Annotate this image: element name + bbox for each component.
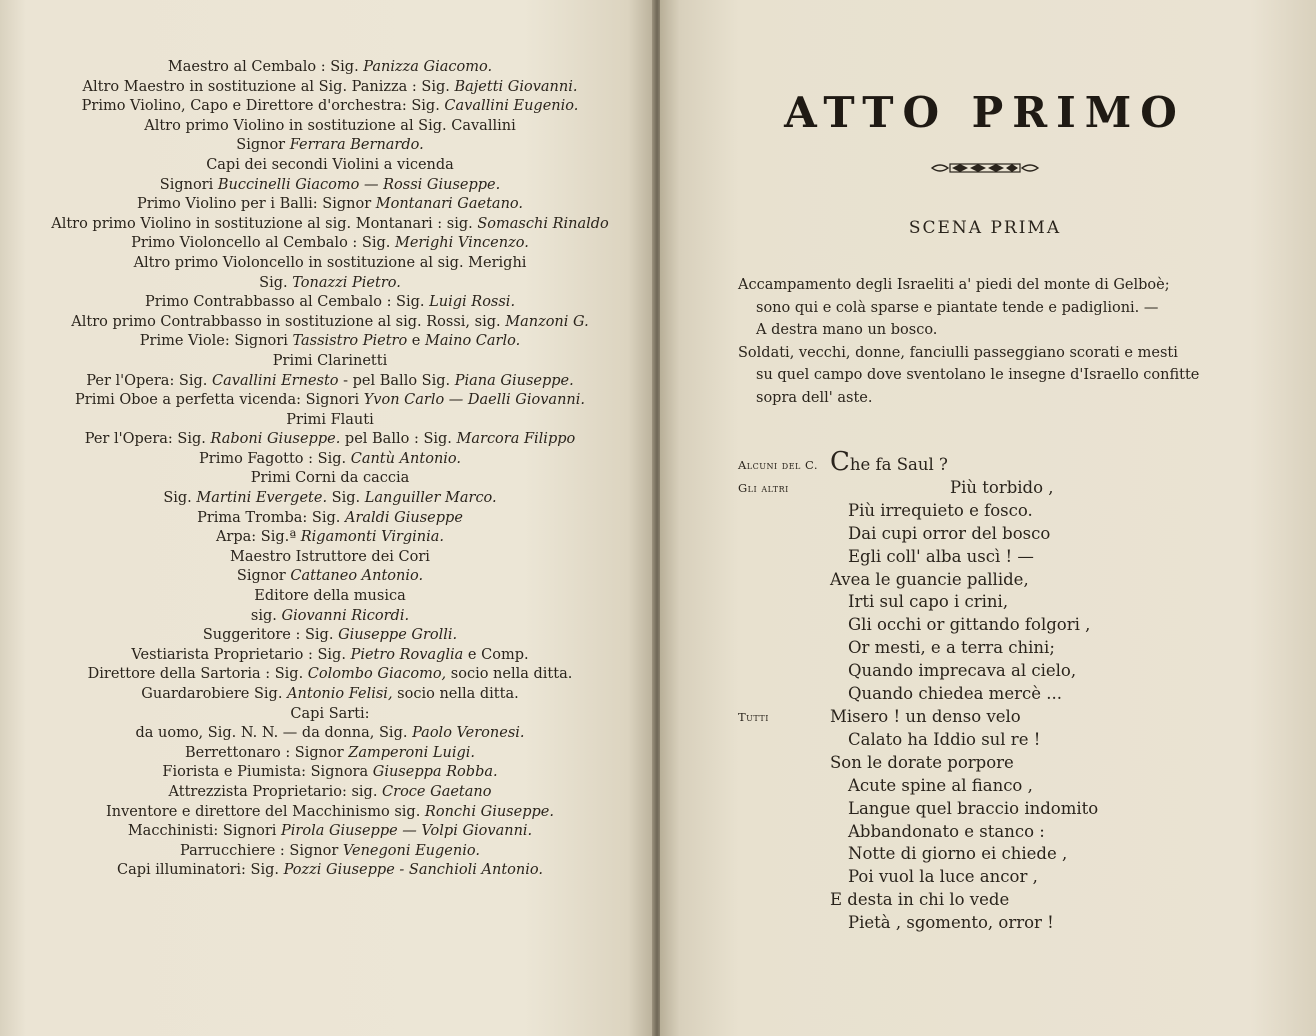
credit-line: da uomo, Sig. N. N. — da donna, Sig. Paolo Veronesi. <box>135 725 525 742</box>
credit-line: Capi Sarti: <box>290 705 370 722</box>
verse-line <box>738 843 1258 866</box>
verse-line <box>738 706 1258 729</box>
stage-direction-line: sopra dell' aste. <box>756 389 873 406</box>
verse-block <box>738 447 1258 935</box>
credit-line: Altro Maestro in sostituzione al Sig. Panizza : Sig. Bajetti Giovanni. <box>82 78 578 95</box>
credit-line: Per l'Opera: Sig. Raboni Giuseppe. pel Ballo : Sig. Marcora Filippo <box>84 431 576 448</box>
verse-line <box>738 866 1258 889</box>
credit-line: Arpa: Sig.ª Rigamonti Virginia. <box>215 529 445 546</box>
verse-text: Irti sul capo i crini, <box>848 592 1009 612</box>
verse-text: Or mesti, e a terra chini; <box>848 638 1055 658</box>
credit-line: Primi Corni da caccia <box>250 470 410 487</box>
credit-line: Altro primo Contrabbasso in sostituzione al sig. Rossi, sig. Manzoni G. <box>71 313 589 330</box>
verse-text: Acute spine al fianco , <box>848 775 1033 795</box>
credits-list <box>30 58 630 881</box>
verse-line <box>738 660 1258 683</box>
verse-line <box>738 447 1258 477</box>
speaker-label: Gli altri <box>738 480 789 495</box>
verse-line <box>738 546 1258 569</box>
verse-line <box>738 637 1258 660</box>
ornament-divider-icon <box>930 160 1040 176</box>
credit-line: Macchinisti: Signori Pirola Giuseppe — Volpi Giovanni. <box>127 823 533 840</box>
credit-line: Maestro al Cembalo : Sig. Panizza Giacomo. <box>167 59 493 75</box>
credit-line: Primo Violino, Capo e Direttore d'orchestra: Sig. Cavallini Eugenio. <box>81 98 579 115</box>
credit-line: Sig. Martini Evergete. Sig. Languiller Marco. <box>163 490 497 507</box>
credit-line: Vestiarista Proprietario : Sig. Pietro Rovaglia e Comp. <box>131 646 529 663</box>
stage-direction-line: Soldati, vecchi, donne, fanciulli passeggiano scorati e mesti <box>738 344 1178 361</box>
speaker-label <box>738 798 830 821</box>
speaker-label <box>738 729 830 752</box>
verse-text: Gli occhi or gittando folgori , <box>848 615 1091 635</box>
verse-line <box>738 729 1258 752</box>
stage-direction-line: Accampamento degli Israeliti a' piedi del monte di Gelboè; <box>738 277 1170 293</box>
speaker-label: Alcuni del C. <box>738 458 819 472</box>
verse-text: Pietà , sgomento, orror ! <box>848 913 1054 933</box>
credit-line: Prima Tromba: Sig. Araldi Giuseppe <box>197 509 463 526</box>
verse-text: Più irrequieto e fosco. <box>848 500 1033 520</box>
credit-line: Berrettonaro : Signor Zamperoni Luigi. <box>185 744 475 761</box>
verse-line <box>738 821 1258 844</box>
speaker-label <box>738 775 830 798</box>
verse-line <box>738 798 1258 821</box>
speaker-label <box>738 569 830 592</box>
speaker-label <box>738 683 830 706</box>
credit-line: Signor Ferrara Bernardo. <box>236 137 424 154</box>
credit-line: Per l'Opera: Sig. Cavallini Ernesto - pel Ballo Sig. Piana Giuseppe. <box>86 372 574 389</box>
credit-line: Signori Buccinelli Giacomo — Rossi Giuseppe. <box>159 176 501 193</box>
credit-line: Primi Oboe a perfetta vicenda: Signori Yvon Carlo — Daelli Giovanni. <box>75 392 585 409</box>
left-page <box>0 0 654 1036</box>
speaker-label <box>738 546 830 569</box>
speaker-label <box>738 637 830 660</box>
credit-line: Fiorista e Piumista: Signora Giuseppa Robba. <box>162 764 498 781</box>
verse-line <box>738 912 1258 935</box>
verse-text: Misero ! un denso velo <box>830 706 1021 726</box>
verse-line <box>738 523 1258 546</box>
credit-line: Editore della musica <box>254 588 406 605</box>
verse-line <box>738 775 1258 798</box>
verse-line <box>738 500 1258 523</box>
verse-line <box>738 614 1258 637</box>
verse-line <box>738 477 1258 500</box>
speaker-label <box>738 889 830 912</box>
drop-initial: C <box>830 447 850 477</box>
credit-line: sig. Giovanni Ricordi. <box>250 607 410 624</box>
credit-line: Sig. Tonazzi Pietro. <box>259 274 401 291</box>
verse-text: Langue quel braccio indomito <box>848 798 1099 818</box>
verse-line <box>738 752 1258 775</box>
speaker-label <box>738 660 830 683</box>
speaker-label <box>738 843 830 866</box>
stage-direction-line: A destra mano un bosco. <box>756 322 938 338</box>
credit-line: Primo Contrabbasso al Cembalo : Sig. Luigi Rossi. <box>144 294 516 311</box>
speaker-label <box>738 912 830 935</box>
credit-line: Direttore della Sartoria : Sig. Colombo Giacomo, socio nella ditta. <box>87 666 573 683</box>
speaker-label <box>738 591 830 614</box>
verse-text: Poi vuol la luce ancor , <box>848 867 1038 887</box>
verse-text: E desta in chi lo vede <box>830 890 1010 910</box>
scene-title: SCENA PRIMA <box>908 218 1062 238</box>
credit-line: Parrucchiere : Signor Venegoni Eugenio. <box>180 842 480 859</box>
speaker-label <box>738 500 830 523</box>
credit-line: Primi Flauti <box>286 411 374 428</box>
speaker-label <box>738 752 830 775</box>
speaker-label <box>738 523 830 546</box>
credit-line: Maestro Istruttore dei Cori <box>230 548 430 565</box>
credit-line: Altro primo Violoncello in sostituzione al sig. Merighi <box>133 254 527 271</box>
verse-text: Egli coll' alba uscì ! — <box>848 546 1034 566</box>
credit-line: Altro primo Violino in sostituzione al Sig. Cavallini <box>144 117 516 134</box>
speaker-label <box>738 866 830 889</box>
verse-text: Avea le guancie pallide, <box>830 569 1029 589</box>
verse-text: Calato ha Iddio sul re ! <box>848 729 1041 749</box>
credit-line: Primo Violino per i Balli: Signor Montanari Gaetano. <box>136 196 524 213</box>
verse-text: Abbandonato e stanco : <box>848 821 1045 841</box>
verse-line <box>738 591 1258 614</box>
stage-directions <box>738 274 1238 409</box>
credit-line: Capi dei secondi Violini a vicenda <box>206 156 454 173</box>
credit-line: Primo Fagotto : Sig. Cantù Antonio. <box>199 450 461 467</box>
credit-line: Signor Cattaneo Antonio. <box>236 568 424 585</box>
speaker-label <box>738 614 830 637</box>
credit-line: Primo Violoncello al Cembalo : Sig. Merighi Vincenzo. <box>131 235 529 252</box>
verse-line <box>738 683 1258 706</box>
credit-line: Guardarobiere Sig. Antonio Felisi, socio nella ditta. <box>141 686 519 702</box>
verse-line <box>738 889 1258 912</box>
verse-text: Notte di giorno ei chiede , <box>848 844 1068 864</box>
credit-line: Prime Viole: Signori Tassistro Pietro e Maino Carlo. <box>139 333 521 350</box>
verse-text: Più torbido , <box>950 477 1054 497</box>
credit-line: Inventore e direttore del Macchinismo sig. Ronchi Giuseppe. <box>106 803 554 820</box>
verse-text: Son le dorate porpore <box>830 752 1014 772</box>
credit-line: Attrezzista Proprietario: sig. Croce Gaetano <box>168 783 492 800</box>
verse-text: Dai cupi orror del bosco <box>848 523 1051 543</box>
verse-line <box>738 569 1258 592</box>
credit-line: Primi Clarinetti <box>272 352 388 369</box>
credit-line: Altro primo Violino in sostituzione al sig. Montanari : sig. Somaschi Rinaldo <box>51 215 609 232</box>
stage-direction-line: sono qui e colà sparse e piantate tende e padiglioni. — <box>756 299 1159 316</box>
speaker-label <box>738 821 830 844</box>
credit-line: Suggeritore : Sig. Giuseppe Grolli. <box>202 627 458 644</box>
speaker-label: Tutti <box>738 709 769 724</box>
verse-text: Quando chiedea mercè ... <box>848 684 1062 704</box>
verse-text: Quando imprecava al cielo, <box>848 661 1077 681</box>
stage-direction-line: su quel campo dove sventolano le insegne d'Israello confitte <box>756 367 1200 383</box>
credit-line: Capi illuminatori: Sig. Pozzi Giuseppe - Sanchioli Antonio. <box>117 862 543 879</box>
act-title: ATTO PRIMO <box>784 88 1186 137</box>
verse-text: Che fa Saul ? <box>830 447 948 477</box>
